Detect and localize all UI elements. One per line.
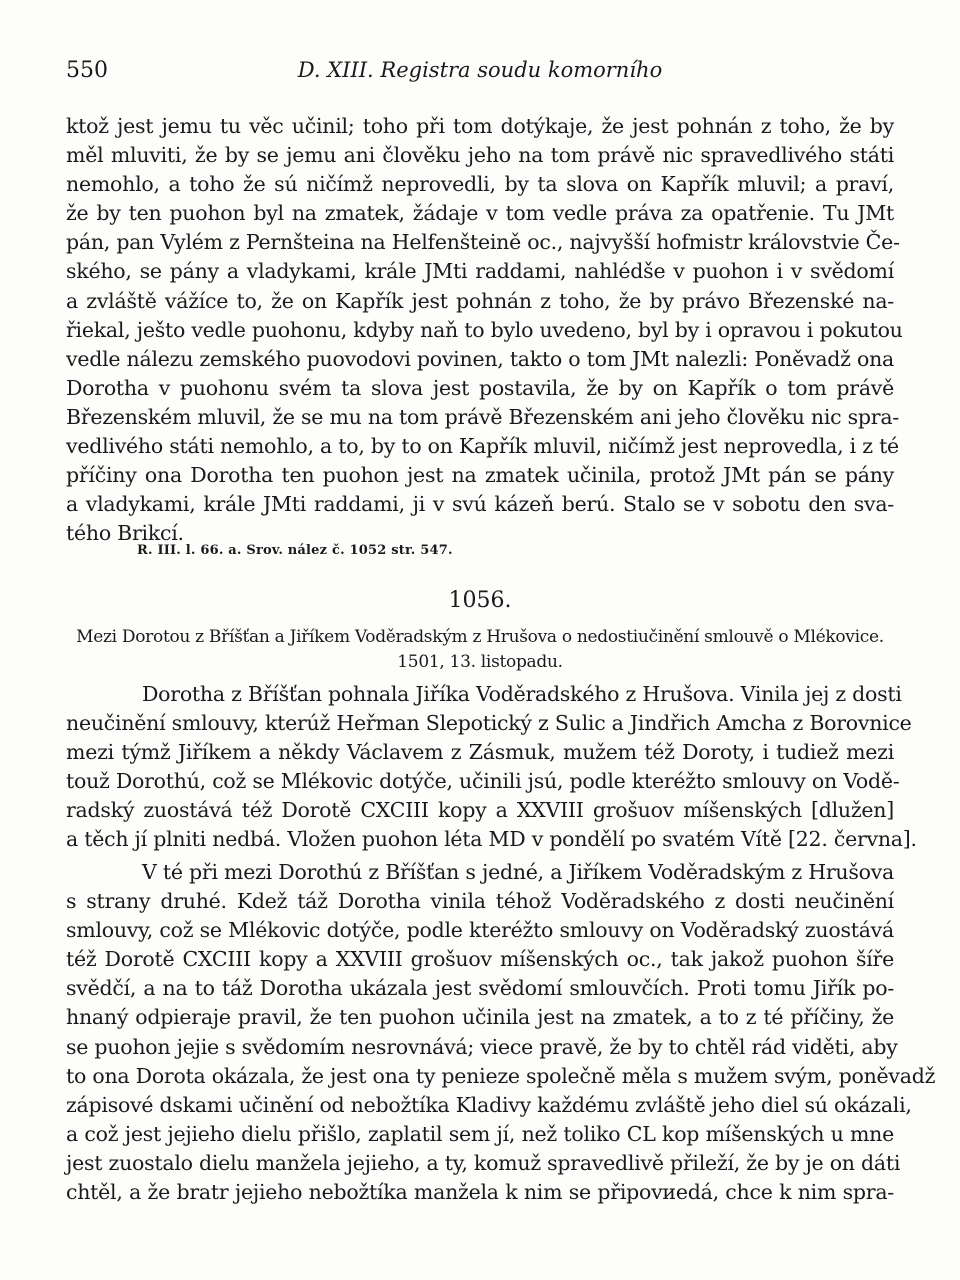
text-line: tého Brikcí. bbox=[66, 521, 184, 546]
running-title: D. XIII. Registra soudu komorního bbox=[297, 58, 663, 82]
text-line: radský zuostává též Dorotě CXCIII kopy a XXVIII grošuov míšenských [dlužen] bbox=[66, 798, 894, 823]
text-line: V té při mezi Dorothú z Bříšťan s jedné, a Jiříkem Voděradským z Hrušova bbox=[142, 860, 894, 884]
text-line: že by ten puohon byl na zmatek, žádaje v tom vedle práva za opatřenie. Tu JMt bbox=[66, 201, 894, 226]
text-line: ského, se pány a vladykami, krále JMti raddami, nahlédše v puohon i v svědomí bbox=[66, 259, 894, 284]
text-line: a těch jí plniti nedbá. Vložen puohon léta MD v pondělí po svatém Vítě [22. června]. bbox=[66, 827, 917, 852]
text-line: a zvláště vážíce to, že on Kapřík jest pohnán z toho, že by právo Březenské na- bbox=[66, 288, 894, 313]
paragraph-continuation bbox=[66, 112, 903, 548]
text-line: mezi týmž Jiříkem a někdy Václavem z Zásmuk, mužem též Doroty, i tudiež mezi bbox=[66, 740, 894, 765]
text-line: neučinění smlouvy, kterúž Heřman Slepotický z Sulic a Jindřich Amcha z Borovnice bbox=[66, 711, 912, 736]
text-line: Dorotha v puohonu svém ta slova jest postavila, že by on Kapřík o tom právě bbox=[66, 375, 894, 400]
text-line: zápisové dskami učinění od nebožtíka Kladivy každému zvláště jeho diel sú okázali, bbox=[66, 1092, 912, 1117]
paragraph-proceedings bbox=[66, 858, 936, 1207]
text-line: hnaný odpieraje pravil, že ten puohon učinila jest na zmatek, a to z té příčiny, že bbox=[66, 1005, 894, 1030]
text-line: pán, pan Vylém z Pernšteina na Helfenšteině oc., najvyšší hofmistr královstvie Če- bbox=[66, 230, 900, 255]
text-line: a vladykami, krále JMti raddami, ji v svú kázeň berú. Stalo se v sobotu den sva- bbox=[66, 492, 894, 517]
document-number: 1056. bbox=[448, 588, 512, 613]
source-citation: R. III. l. 66. a. Srov. nález č. 1052 str. 547. bbox=[137, 543, 453, 558]
text-line: jest zuostalo dielu manžela jejieho, a ty, komuž spravedlivě přileží, že by je on dáti bbox=[66, 1150, 901, 1175]
page-header bbox=[66, 58, 894, 92]
document-title-line: Mezi Dorotou z Bříšťan a Jiříkem Voděradským z Hrušova o nedostiučinění smlouvě o Mlékovice. bbox=[76, 627, 884, 647]
text-line: touž Dorothú, což se Mlékovic dotýče, učinili jsú, podle kteréžto smlouvy on Vodě- bbox=[66, 769, 900, 794]
text-line: měl mluviti, že by se jemu ani člověku jeho na tom právě nic spravedlivého státi bbox=[66, 143, 894, 168]
text-line: vedlivého státi nemohlo, a to, by to on Kapřík mluvil, ničímž jest neprovedla, i z té bbox=[66, 434, 899, 459]
text-line: smlouvy, což se Mlékovic dotýče, podle kteréžto smlouvy on Voděradský zuostává bbox=[66, 918, 894, 943]
text-line: též Dorotě CXCIII kopy a XXVIII grošuov míšenských oc., tak jakož puohon šíře bbox=[66, 947, 894, 972]
text-line: příčiny ona Dorotha ten puohon jest na zmatek učinila, protož JMt pán se pány bbox=[66, 463, 894, 488]
text-line: vedle nálezu zemského puovodovi povinen, takto o tom JMt nalezli: Poněvadž ona bbox=[66, 346, 894, 371]
text-line: ktož jest jemu tu věc učinil; toho při tom dotýkaje, že jest pohnán z toho, že by bbox=[66, 114, 894, 138]
text-line: to ona Dorota okázala, že jest ona ty penieze společně měla s mužem svým, poněvadž bbox=[66, 1063, 936, 1088]
text-line: s strany druhé. Kdež táž Dorotha vinila téhož Voděradského z dosti neučinění bbox=[66, 889, 894, 914]
text-line: Březenském mluvil, že se mu na tom právě Březenském ani jeho člověku nic spra- bbox=[66, 404, 900, 429]
text-line: svědčí, a na to táž Dorotha ukázala jest svědomí smlouvčích. Proti tomu Jiřík po- bbox=[66, 976, 894, 1001]
text-line: a což jest jejieho dielu přišlo, zaplatil sem jí, než toliko CL kop míšenských u mne bbox=[66, 1121, 894, 1146]
text-line: nemohlo, a toho že sú ničímž neprovedli, by ta slova on Kapřík mluvil; a praví, bbox=[66, 172, 894, 197]
text-line: řiekal, ješto vedle puohonu, kdyby naň to bylo uvedeno, byl by i opravou i pokutou bbox=[66, 317, 903, 342]
document-title bbox=[66, 625, 894, 675]
paragraph-claim bbox=[66, 680, 917, 855]
text-line: Dorotha z Bříšťan pohnala Jiříka Voděradského z Hrušova. Vinila jej z dosti bbox=[142, 682, 902, 706]
page-number: 550 bbox=[66, 58, 108, 83]
text-line: chtěl, a že bratr jejieho nebožtíka manžela k nim se připovиedá, chce k nim spra- bbox=[66, 1180, 894, 1205]
text-line: se puohon jejie s svědomím nesrovnává; viece pravě, že by to chtěl rád viděti, aby bbox=[66, 1034, 898, 1059]
document-date: 1501, 13. listopadu. bbox=[397, 652, 563, 672]
